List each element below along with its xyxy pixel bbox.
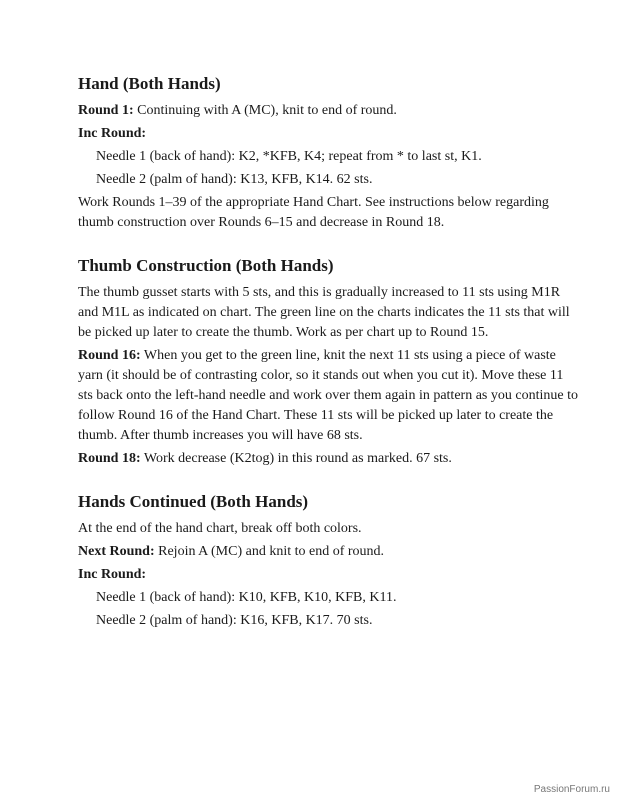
inc-round-label-2: Inc Round: [78,567,147,582]
next-round-label: Next Round: [78,544,155,559]
thumb-intro-paragraph: The thumb gusset starts with 5 sts, and this is gradually increased to 11 sts using M1R and M1L as indicated on chart. The green line on the charts indicates the 11 sts that will be picked up later to create the thumb. Work as per chart up to Round 15. [78,285,570,340]
section-heading-thumb: Thumb Construction (Both Hands) [78,256,334,275]
needle1-instruction: Needle 1 (back of hand): K2, *KFB, K4; repeat from * to last st, K1. [96,149,482,164]
round16-label: Round 16: [78,348,141,363]
round1-paragraph [78,101,578,121]
round16-text: When you get to the green line, knit the next 11 sts using a piece of waste yarn (it should be of contrasting color, so it stands out when you cut it). Move these 11 sts back onto the left-hand needle and work over them again in pattern as you continue to follow Round 16 of the Hand Chart. These 11 sts will be picked up later to create the thumb. After thumb increases you will have 68 sts. [78,348,578,443]
round18-label: Round 18: [78,451,141,466]
section-heading-hand: Hand (Both Hands) [78,74,221,93]
work-rounds-paragraph: Work Rounds 1–39 of the appropriate Hand Chart. See instructions below regarding thumb construction over Rounds 6–15 and decrease in Round 18. [78,195,549,230]
round1-label: Round 1: [78,103,134,118]
round18-text: Work decrease (K2tog) in this round as marked. 67 sts. [140,451,452,466]
round1-text: Continuing with A (MC), knit to end of round. [133,103,397,118]
continued-intro-paragraph: At the end of the hand chart, break off both colors. [78,521,362,536]
document-page [78,73,578,631]
section-hand [78,73,578,233]
section-heading-continued: Hands Continued (Both Hands) [78,492,309,511]
needle1-instruction-2: Needle 1 (back of hand): K10, KFB, K10, KFB, K11. [96,590,397,605]
section-thumb [78,255,578,469]
watermark-text: PassionForum.ru [533,784,610,795]
round16-paragraph [78,346,578,446]
needle2-instruction-2: Needle 2 (palm of hand): K16, KFB, K17. 70 sts. [96,613,373,628]
round18-paragraph [78,449,578,469]
needle2-instruction: Needle 2 (palm of hand): K13, KFB, K14. 62 sts. [96,172,373,187]
inc-round-label: Inc Round: [78,126,147,141]
next-round-text: Rejoin A (MC) and knit to end of round. [154,544,385,559]
section-hands-continued [78,491,578,631]
next-round-paragraph [78,542,578,562]
